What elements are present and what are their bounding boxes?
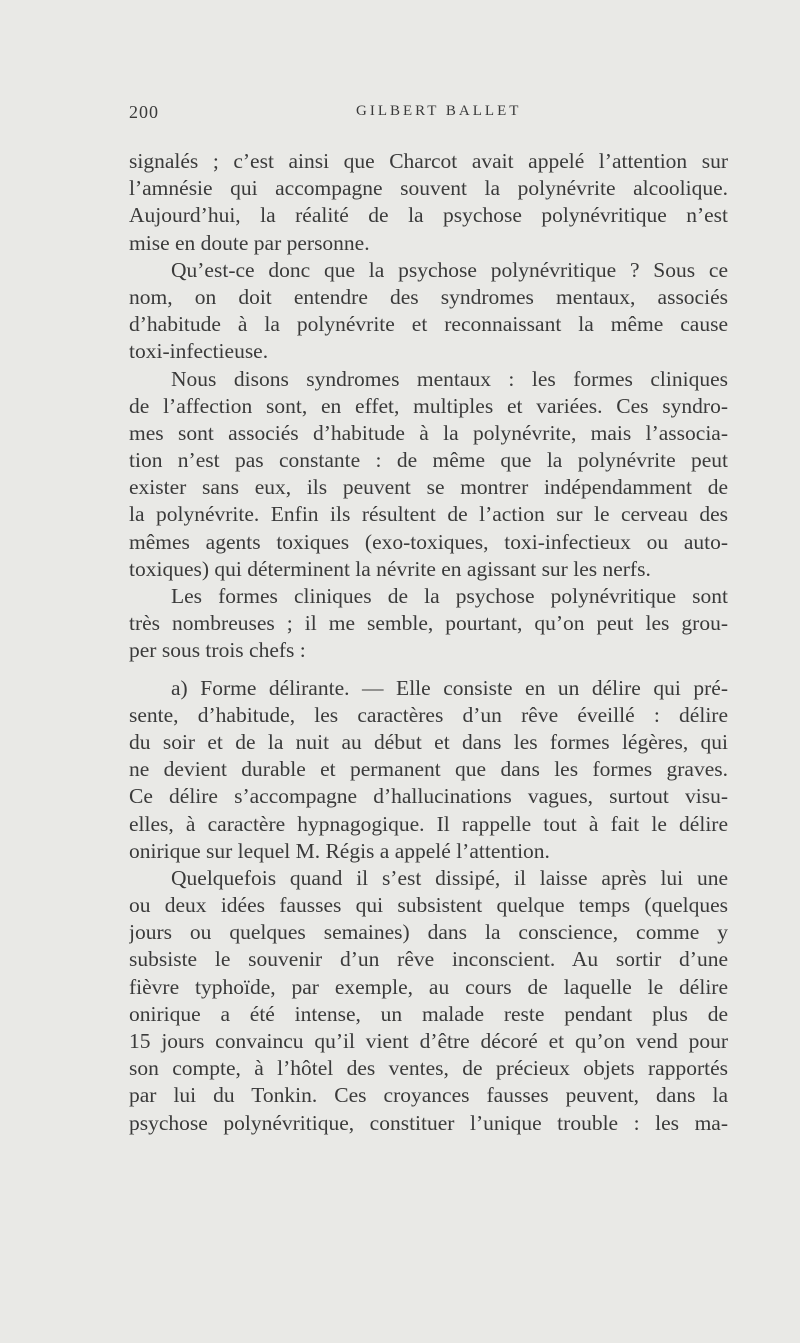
text-line: tion n’est pas constante : de même que la polynévrite peut [129,448,728,473]
text-line: Ce délire s’accompagne d’hallucinations vagues, surtout visu- [129,784,728,809]
text-line: psychose polynévritique, constituer l’unique trouble : les ma- [129,1110,728,1135]
text-line: l’amnésie qui accompagne souvent la polynévrite alcoolique. [129,176,728,201]
text-line: jours ou quelques semaines) dans la conscience, comme y [129,920,728,945]
text-line: mêmes agents toxiques (exo-toxiques, toxi-infectieux ou auto- [129,529,728,554]
text-line: signalés ; c’est ainsi que Charcot avait appelé l’attention sur [129,149,728,173]
text-line: Qu’est-ce donc que la psychose polynévritique ? Sous ce [171,257,728,282]
page-number: 200 [129,102,159,122]
text-line: Les formes cliniques de la psychose polynévritique sont [171,584,728,608]
text-line: 15 jours convaincu qu’il vient d’être décoré et qu’on vend pour [129,1029,728,1053]
text-line: Nous disons syndromes mentaux : les formes cliniques [171,366,728,391]
text-line: exister sans eux, ils peuvent se montrer indépendamment de [129,475,728,500]
text-line: onirique a été intense, un malade reste pendant plus de [129,1001,728,1026]
text-line: de l’affection sont, en effet, multiples et variées. Ces syndro- [129,393,728,418]
text-line: du soir et de la nuit au début et dans les formes légères, qui [129,729,728,754]
text-line: subsiste le souvenir d’un rêve inconscient. Au sortir d’une [129,947,728,972]
text-line: par lui du Tonkin. Ces croyances fausses peuvent, dans la [129,1083,728,1108]
text-line: très nombreuses ; il me semble, pourtant, qu’on peut les grou- [129,611,728,636]
page-header [0,102,800,132]
body-text [129,148,728,1137]
text-line: a) Forme délirante. — Elle consiste en un délire qui pré- [171,675,728,700]
text-line: mise en doute par personne. [129,230,370,255]
text-line: ou deux idées fausses qui subsistent quelque temps (quelques [129,893,728,918]
text-line: per sous trois chefs : [129,638,306,663]
text-line: fièvre typhoïde, par exemple, au cours de laquelle le délire [129,974,728,999]
text-line: sente, d’habitude, les caractères d’un rêve éveillé : délire [129,702,728,727]
text-line: nom, on doit entendre des syndromes mentaux, associés [129,284,728,309]
text-line: toxi-infectieuse. [129,339,269,364]
text-line: la polynévrite. Enfin ils résultent de l’action sur le cerveau des [129,502,728,527]
text-line: elles, à caractère hypnagogique. Il rappelle tout à fait le délire [129,811,728,836]
text-line: son compte, à l’hôtel des ventes, de précieux objets rapportés [129,1056,728,1081]
text-line: Quelquefois quand il s’est dissipé, il laisse après lui une [171,865,728,890]
text-line: onirique sur lequel M. Régis a appelé l’attention. [129,838,550,863]
text-line: Aujourd’hui, la réalité de la psychose polynévritique n’est [129,203,728,228]
text-line: ne devient durable et permanent que dans les formes graves. [129,757,728,782]
text-line: d’habitude à la polynévrite et reconnaissant la même cause [129,312,728,337]
text-line: toxiques) qui déterminent la névrite en agissant sur les nerfs. [129,556,651,581]
running-head: GILBERT BALLET [356,103,522,119]
text-line: mes sont associés d’habitude à la polynévrite, mais l’associa- [129,420,728,445]
